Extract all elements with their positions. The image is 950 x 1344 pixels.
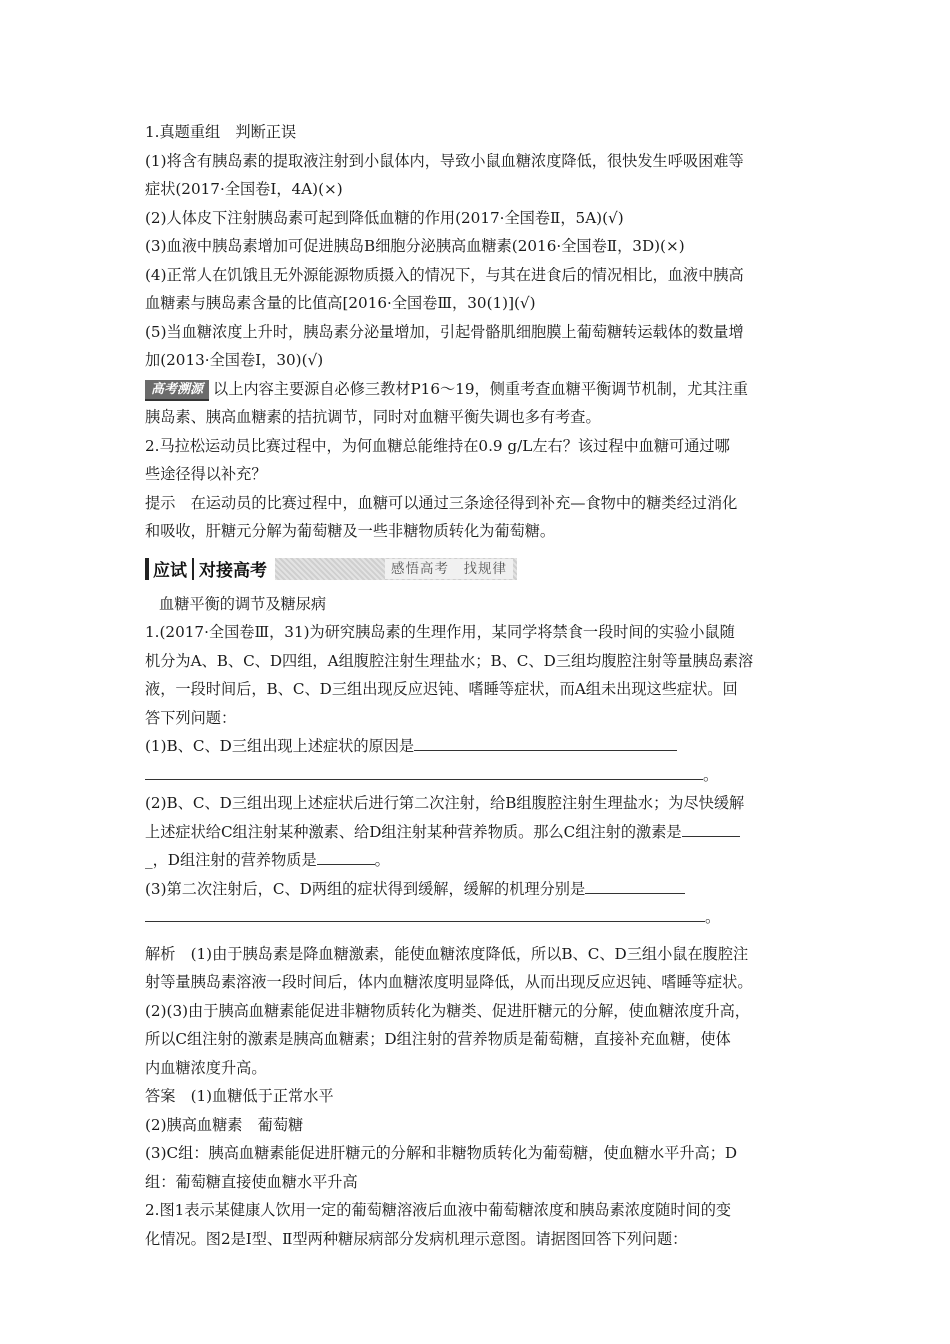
ex1-q2-line-2	[145, 818, 810, 847]
ex1-q3-text: (3)第二次注射后，C、D两组的症状得到缓解，缓解的机理分别是	[145, 879, 586, 898]
review-item-1-line-1: (1)将含有胰岛素的提取液注射到小鼠体内，导致小鼠血糖浓度降低，很快发生呼吸困难等	[145, 151, 744, 170]
ex1-q3-line-2	[145, 903, 810, 932]
q2-hint-line-1: 提示 在运动员的比赛过程中，血糖可以通过三条途径得到补充—食物中的糖类经过消化	[145, 493, 738, 512]
section-bar-divider	[192, 558, 194, 580]
ex1-q3-line	[145, 875, 810, 904]
ex1-analysis-line-3: (2)(3)由于胰高血糖素能促进非糖物质转化为糖类、促进肝糖元的分解，使血糖浓度升高，	[145, 1001, 750, 1020]
ex1-answer-line-3: (3)C组：胰高血糖素能促进肝糖元的分解和非糖物质转化为葡萄糖，使血糖水平升高；D	[145, 1144, 738, 1162]
ex1-answer-line-1: 答案 (1)血糖低于正常水平	[145, 1087, 334, 1105]
ex1-analysis-line-2: 射等量胰岛素溶液一段时间后，体内血糖浓度明显降低，从而出现反应迟钝、嗜睡等症状。	[145, 973, 753, 991]
q2-line-1: 2.马拉松运动员比赛过程中，为何血糖总能维持在0.9 g/L左右？该过程中血糖可通过哪	[145, 436, 730, 455]
section-title-b: 对接高考	[199, 561, 267, 581]
section-title-a: 应试	[153, 561, 187, 581]
ex1-q2-tail-b: 。	[374, 851, 390, 869]
review-item-4-line-2: 血糖素与胰岛素含量的比值高[2016·全国卷Ⅲ，30(1)](√)	[145, 294, 536, 312]
source-note-line-1	[145, 375, 810, 404]
source-note-line-2: 胰岛素、胰高血糖素的拮抗调节，同时对血糖平衡失调也多有考查。	[145, 408, 601, 426]
ex1-q1-text: (1)B、C、D三组出现上述症状的原因是	[145, 737, 415, 755]
section-tagline-band	[275, 558, 517, 580]
review-item-5-line-1: (5)当血糖浓度上升时，胰岛素分泌量增加，引起骨骼肌细胞膜上葡萄糖转运载体的数量增	[145, 322, 744, 341]
ex1-q1-answer-blank[interactable]	[414, 733, 677, 751]
review-heading: 1.真题重组 判断正误	[145, 123, 297, 141]
q2-line-2: 些途径得以补充？	[145, 465, 267, 483]
review-item-4-line-1: (4)正常人在饥饿且无外源能源物质摄入的情况下，与其在进食后的情况相比，血液中胰高	[145, 265, 744, 284]
ex1-q3-answer-blank-2[interactable]	[145, 904, 705, 922]
ex1-analysis-line-1: 解析 (1)由于胰岛素是降血糖激素，能使血糖浓度降低，所以B、C、D三组小鼠在腹腔注	[145, 944, 749, 963]
section-bar-left	[145, 558, 149, 580]
ex1-q1-period: 。	[703, 765, 719, 784]
ex2-stem-line-1: 2.图1表示某健康人饮用一定的葡萄糖溶液后血液中葡萄糖浓度和胰岛素浓度随时间的变	[145, 1201, 732, 1219]
ex1-analysis-line-5: 内血糖浓度升高。	[145, 1058, 267, 1077]
ex1-analysis-line-4: 所以C组注射的激素是胰高血糖素；D组注射的营养物质是葡萄糖，直接补充血糖，使体	[145, 1030, 731, 1048]
ex1-q2-tail-a: _，D组注射的营养物质是	[145, 851, 317, 869]
review-item-1-line-2: 症状(2017·全国卷Ⅰ，4A)(×)	[145, 180, 343, 198]
ex1-q3-answer-blank[interactable]	[585, 876, 685, 894]
ex2-stem-line-2: 化情况。图2是Ⅰ型、Ⅱ型两种糖尿病部分发病机理示意图。请据图回答下列问题：	[145, 1229, 688, 1248]
ex1-q2-nutrient-blank[interactable]	[317, 847, 375, 865]
ex1-q2-hormone-blank[interactable]	[682, 819, 740, 837]
ex1-stem-line-4: 答下列问题：	[145, 708, 237, 727]
ex1-answer-line-4: 组：葡萄糖直接使血糖水平升高	[145, 1172, 358, 1191]
ex1-stem-line-1: 1.(2017·全国卷Ⅲ，31)为研究胰岛素的生理作用，某同学将禁食一段时间的实验小鼠随	[145, 623, 735, 641]
ex1-q2-text: 上述症状给C组注射某种激素、给D组注射某种营养物质。那么C组注射的激素是	[145, 822, 682, 841]
section-tagline: 感悟高考 找规律	[385, 559, 513, 579]
ex1-stem-line-3: 液，一段时间后，B、C、D三组出现反应迟钝、嗜睡等症状，而A组未出现这些症状。回	[145, 680, 738, 698]
source-text-1: 以上内容主要源自必修三教材P16～19，侧重考查血糖平衡调节机制，尤其注重	[213, 379, 748, 398]
document-page	[145, 118, 810, 1253]
q2-hint-line-2: 和吸收，肝糖元分解为葡萄糖及一些非糖物质转化为葡萄糖。	[145, 522, 556, 540]
ex1-q1-answer-blank-2[interactable]	[145, 762, 703, 780]
topic-title: 血糖平衡的调节及糖尿病	[159, 594, 327, 613]
section-header	[145, 554, 810, 584]
ex1-stem-line-2: 机分为A、B、C、D四组，A组腹腔注射生理盐水；B、C、D三组均腹腔注射等量胰岛素溶	[145, 651, 754, 670]
ex1-q3-period: 。	[705, 908, 721, 926]
section-title	[145, 555, 267, 583]
review-item-2: (2)人体皮下注射胰岛素可起到降低血糖的作用(2017·全国卷Ⅱ，5A)(√)	[145, 208, 624, 227]
ex1-q2-line-1: (2)B、C、D三组出现上述症状后进行第二次注射，给B组腹腔注射生理盐水；为尽快缓解	[145, 794, 745, 812]
review-item-5-line-2: 加(2013·全国卷Ⅰ，30)(√)	[145, 351, 324, 369]
ex1-q2-line-3	[145, 846, 810, 875]
ex1-q1-line-2	[145, 761, 810, 790]
source-badge: 高考溯源	[145, 380, 209, 401]
ex1-answer-line-2: (2)胰高血糖素 葡萄糖	[145, 1115, 304, 1134]
ex1-q1-line	[145, 732, 810, 761]
review-item-3: (3)血液中胰岛素增加可促进胰岛B细胞分泌胰高血糖素(2016·全国卷Ⅱ，3D)(×)	[145, 237, 685, 255]
